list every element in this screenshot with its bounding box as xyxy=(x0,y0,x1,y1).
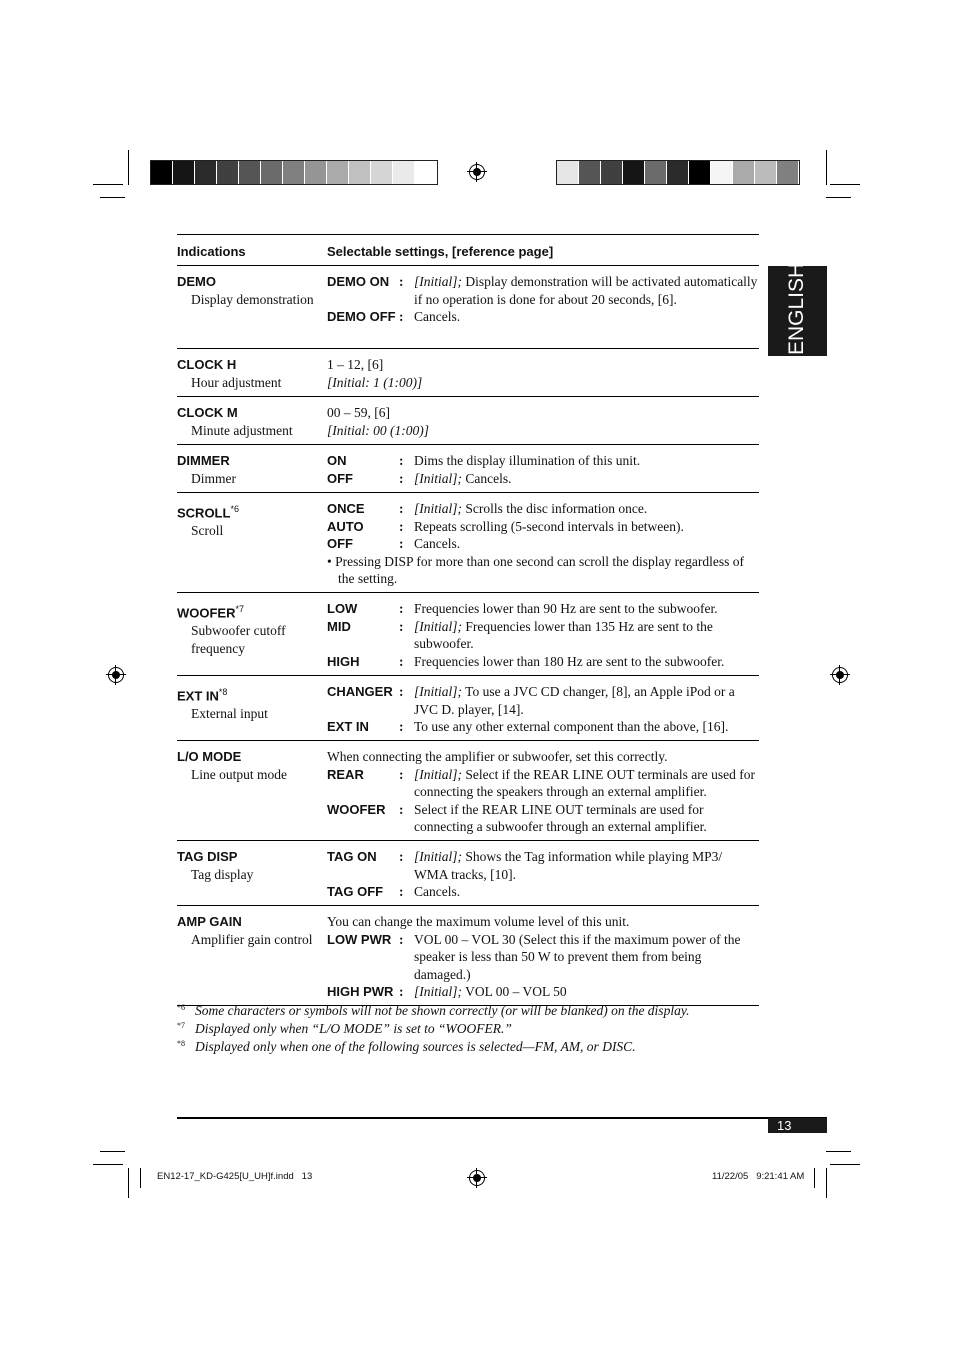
option-text: Dims the display illumination of this unit. xyxy=(414,453,641,468)
option-text: Frequencies lower than 90 Hz are sent to the subwoofer. xyxy=(414,601,718,616)
table-header xyxy=(177,234,759,266)
setting-option xyxy=(327,452,759,470)
setting-option xyxy=(327,273,759,308)
option-text: Frequencies lower than 180 Hz are sent to the subwoofer. xyxy=(414,653,725,669)
crop-mark xyxy=(830,184,860,185)
option-colon: : xyxy=(399,453,404,468)
indication-cell xyxy=(177,404,322,440)
option-colon: : xyxy=(399,849,404,864)
table-row xyxy=(177,741,759,841)
footnote-text: Displayed only when one of the following sources is selected—FM, AM, or DISC. xyxy=(195,1039,636,1054)
setting-option xyxy=(327,535,759,553)
setting-option xyxy=(327,983,759,1001)
settings-cell xyxy=(327,404,759,439)
option-key: EXT IN xyxy=(327,719,369,735)
option-colon: : xyxy=(399,470,404,486)
slug-timestamp: 11/22/05 9:21:41 AM xyxy=(712,1171,805,1182)
setting-option xyxy=(327,518,759,536)
table-row xyxy=(177,266,759,349)
option-text: [Initial]; VOL 00 – VOL 50 xyxy=(414,984,567,1000)
footnote-text: Displayed only when “L/O MODE” is set to “WOOFER.” xyxy=(195,1021,512,1036)
indication-cell xyxy=(177,600,322,658)
indication-key: SCROLL$^{*6}$ xyxy=(177,504,239,521)
footnote xyxy=(177,1021,512,1038)
option-colon: : xyxy=(399,766,404,782)
option-colon: : xyxy=(399,884,404,900)
table-row xyxy=(177,445,759,493)
indication-cell xyxy=(177,273,322,309)
setting-option xyxy=(327,500,759,518)
indication-key: TAG DISP xyxy=(177,849,238,864)
option-colon: : xyxy=(399,984,404,1000)
indication-desc: Display demonstration xyxy=(191,292,314,307)
option-text: VOL 00 – VOL 30 (Select this if the maximum power of the speaker is less than 50 W to prevent them from being damaged.) xyxy=(414,931,741,982)
option-key: MID xyxy=(327,618,351,634)
initial-tag: [Initial]; xyxy=(414,501,463,516)
option-key: ON xyxy=(327,453,347,468)
indication-key: AMP GAIN xyxy=(177,914,242,929)
table-row xyxy=(177,397,759,445)
crop-mark xyxy=(826,1151,851,1152)
option-colon: : xyxy=(399,618,404,634)
initial-tag: [Initial]; xyxy=(414,684,463,699)
initial-tag: [Initial]; xyxy=(414,849,463,864)
indication-desc: Amplifier gain control xyxy=(191,932,313,947)
initial-tag: [Initial]; xyxy=(414,470,463,486)
option-colon: : xyxy=(399,309,404,325)
gray-scale-bar-left xyxy=(150,160,438,185)
crop-mark xyxy=(814,1168,815,1188)
indication-key: DEMO xyxy=(177,274,216,289)
registration-mark-icon xyxy=(469,1170,485,1186)
settings-cell xyxy=(327,748,759,836)
crop-mark xyxy=(100,197,125,198)
settings-cell xyxy=(327,500,759,588)
indication-desc: Hour adjustment xyxy=(191,375,282,390)
indication-cell xyxy=(177,748,322,784)
initial-value: [Initial: 00 (1:00)] xyxy=(327,422,429,438)
option-colon: : xyxy=(399,684,404,699)
setting-option xyxy=(327,718,759,736)
option-key: REAR xyxy=(327,766,364,782)
option-colon: : xyxy=(399,719,404,735)
footnote-text: Some characters or symbols will not be shown correctly (or will be blanked) on the display. xyxy=(195,1003,690,1018)
initial-tag: [Initial]; xyxy=(414,766,463,782)
indication-key: L/O MODE xyxy=(177,749,242,764)
option-key: ONCE xyxy=(327,501,365,516)
indication-desc: Subwoofer cutoff frequency xyxy=(191,623,286,657)
setting-option xyxy=(327,600,759,618)
option-key: OFF xyxy=(327,470,353,486)
option-text: [Initial]; Display demonstration will be activated automatically if no operation is done for about 20 seconds, [6]. xyxy=(414,274,758,307)
crop-mark xyxy=(93,184,123,185)
crop-mark xyxy=(826,197,851,198)
footnote-ref: *8 xyxy=(218,687,228,697)
setting-option xyxy=(327,848,759,883)
setting-option xyxy=(327,766,759,801)
setting-option xyxy=(327,801,759,836)
registration-mark-icon xyxy=(469,164,485,180)
footnote-ref: *6 xyxy=(230,504,239,514)
settings-cell xyxy=(327,356,759,391)
initial-tag: [Initial]; xyxy=(414,984,463,1000)
option-key: DEMO OFF xyxy=(327,309,396,325)
indication-desc: External input xyxy=(191,706,268,722)
crop-mark xyxy=(826,1168,827,1198)
option-key: DEMO ON xyxy=(327,274,390,289)
intro-text: When connecting the amplifier or subwoofer, set this correctly. xyxy=(327,749,668,764)
language-tab-label: ENGLISH xyxy=(785,262,808,355)
option-colon: : xyxy=(399,536,404,552)
indication-desc: Dimmer xyxy=(191,471,236,486)
crop-mark xyxy=(128,150,129,185)
settings-cell xyxy=(327,452,759,487)
settings-cell xyxy=(327,600,759,670)
range-text: 1 – 12, [6] xyxy=(327,357,384,372)
table-row xyxy=(177,493,759,593)
crop-mark xyxy=(93,1164,123,1165)
indication-cell xyxy=(177,500,322,540)
indication-cell xyxy=(177,683,322,723)
crop-mark xyxy=(140,1168,141,1188)
option-text: To use any other external component than the above, [16]. xyxy=(414,719,729,735)
range-text: 00 – 59, [6] xyxy=(327,405,390,420)
option-key: CHANGER xyxy=(327,684,393,699)
indication-desc: Tag display xyxy=(191,867,254,882)
initial-tag: [Initial]; xyxy=(414,618,463,634)
option-text: [Initial]; Cancels. xyxy=(414,470,512,486)
footer-rule xyxy=(177,1117,827,1119)
registration-mark-icon xyxy=(108,667,124,683)
setting-option xyxy=(327,883,759,901)
option-key: LOW PWR xyxy=(327,931,392,947)
indication-cell xyxy=(177,848,322,884)
registration-mark-icon xyxy=(832,667,848,683)
option-colon: : xyxy=(399,274,404,289)
option-key: OFF xyxy=(327,536,353,552)
footnote-mark: *7 xyxy=(177,1021,185,1030)
table-row xyxy=(177,349,759,397)
setting-option xyxy=(327,653,759,671)
setting-option xyxy=(327,618,759,653)
settings-cell xyxy=(327,683,759,736)
option-text: [Initial]; Frequencies lower than 135 Hz are sent to the subwoofer. xyxy=(414,618,713,652)
crop-mark xyxy=(128,1168,129,1198)
option-text: Cancels. xyxy=(414,309,461,325)
intro-text: You can change the maximum volume level of this unit. xyxy=(327,914,630,929)
initial-value: [Initial: 1 (1:00)] xyxy=(327,374,423,390)
option-colon: : xyxy=(399,601,404,616)
crop-mark xyxy=(100,1151,125,1152)
footnote xyxy=(177,1039,636,1056)
slug-filename: EN12-17_KD-G425[U_UH]f.indd 13 xyxy=(157,1171,313,1182)
indication-key: WOOFER$^{*7}$ xyxy=(177,604,245,621)
option-key: LOW xyxy=(327,601,358,616)
indication-desc: Scroll xyxy=(191,523,224,539)
setting-option xyxy=(327,308,759,326)
option-colon: : xyxy=(399,801,404,817)
indication-key: EXT IN$^{*8}$ xyxy=(177,687,228,704)
footnote-mark: *8 xyxy=(177,1039,185,1048)
option-text: [Initial]; Shows the Tag information while playing MP3/ WMA tracks, [10]. xyxy=(414,849,723,882)
initial-tag: [Initial]; xyxy=(414,274,463,289)
option-colon: : xyxy=(399,518,404,534)
settings-cell xyxy=(327,273,759,326)
option-text: [Initial]; Scrolls the disc information once. xyxy=(414,501,648,516)
option-text: Cancels. xyxy=(414,536,461,552)
option-key: TAG OFF xyxy=(327,884,384,900)
option-colon: : xyxy=(399,931,404,947)
table-row xyxy=(177,593,759,676)
table-body xyxy=(177,266,759,1006)
table-row xyxy=(177,841,759,906)
language-tab xyxy=(768,262,827,356)
option-key: WOOFER xyxy=(327,801,386,817)
setting-option xyxy=(327,470,759,488)
indication-key: DIMMER xyxy=(177,453,230,468)
setting-option xyxy=(327,931,759,984)
option-text: Repeats scrolling (5-second intervals in between). xyxy=(414,518,684,534)
table-row xyxy=(177,906,759,1006)
option-text: [Initial]; To use a JVC CD changer, [8], an Apple iPod or a JVC D. player, [14]. xyxy=(414,684,735,717)
option-colon: : xyxy=(399,501,404,516)
header-indications: Indications xyxy=(177,244,246,259)
indication-desc: Minute adjustment xyxy=(191,423,293,438)
settings-table xyxy=(177,234,759,1006)
option-key: TAG ON xyxy=(327,849,377,864)
page-number: 13 xyxy=(768,1118,827,1133)
indication-cell xyxy=(177,452,322,488)
table-row xyxy=(177,676,759,741)
footnote xyxy=(177,1003,690,1020)
crop-mark xyxy=(826,150,827,185)
option-key: AUTO xyxy=(327,518,364,534)
setting-option xyxy=(327,683,759,718)
option-text: Cancels. xyxy=(414,884,461,900)
option-key: HIGH xyxy=(327,653,360,669)
option-text: Select if the REAR LINE OUT terminals are used for connecting a subwoofer through an external amplifier. xyxy=(414,801,707,835)
footnote-ref: *7 xyxy=(235,604,245,614)
indication-cell xyxy=(177,356,322,392)
settings-cell xyxy=(327,848,759,901)
settings-cell xyxy=(327,913,759,1001)
crop-mark xyxy=(830,1164,860,1165)
indication-key: CLOCK M xyxy=(177,405,238,420)
indication-desc: Line output mode xyxy=(191,767,287,782)
option-colon: : xyxy=(399,653,404,669)
gray-scale-bar-right xyxy=(556,160,800,185)
footnote-mark: *6 xyxy=(177,1003,185,1012)
indication-key: CLOCK H xyxy=(177,357,237,372)
bullet-note: • Pressing DISP for more than one second can scroll the display regardless of the setting. xyxy=(327,553,745,587)
option-text: [Initial]; Select if the REAR LINE OUT terminals are used for connecting the speakers through an external amplifier. xyxy=(414,766,755,800)
option-key: HIGH PWR xyxy=(327,984,394,1000)
header-settings: Selectable settings, [reference page] xyxy=(327,244,554,259)
indication-cell xyxy=(177,913,322,949)
